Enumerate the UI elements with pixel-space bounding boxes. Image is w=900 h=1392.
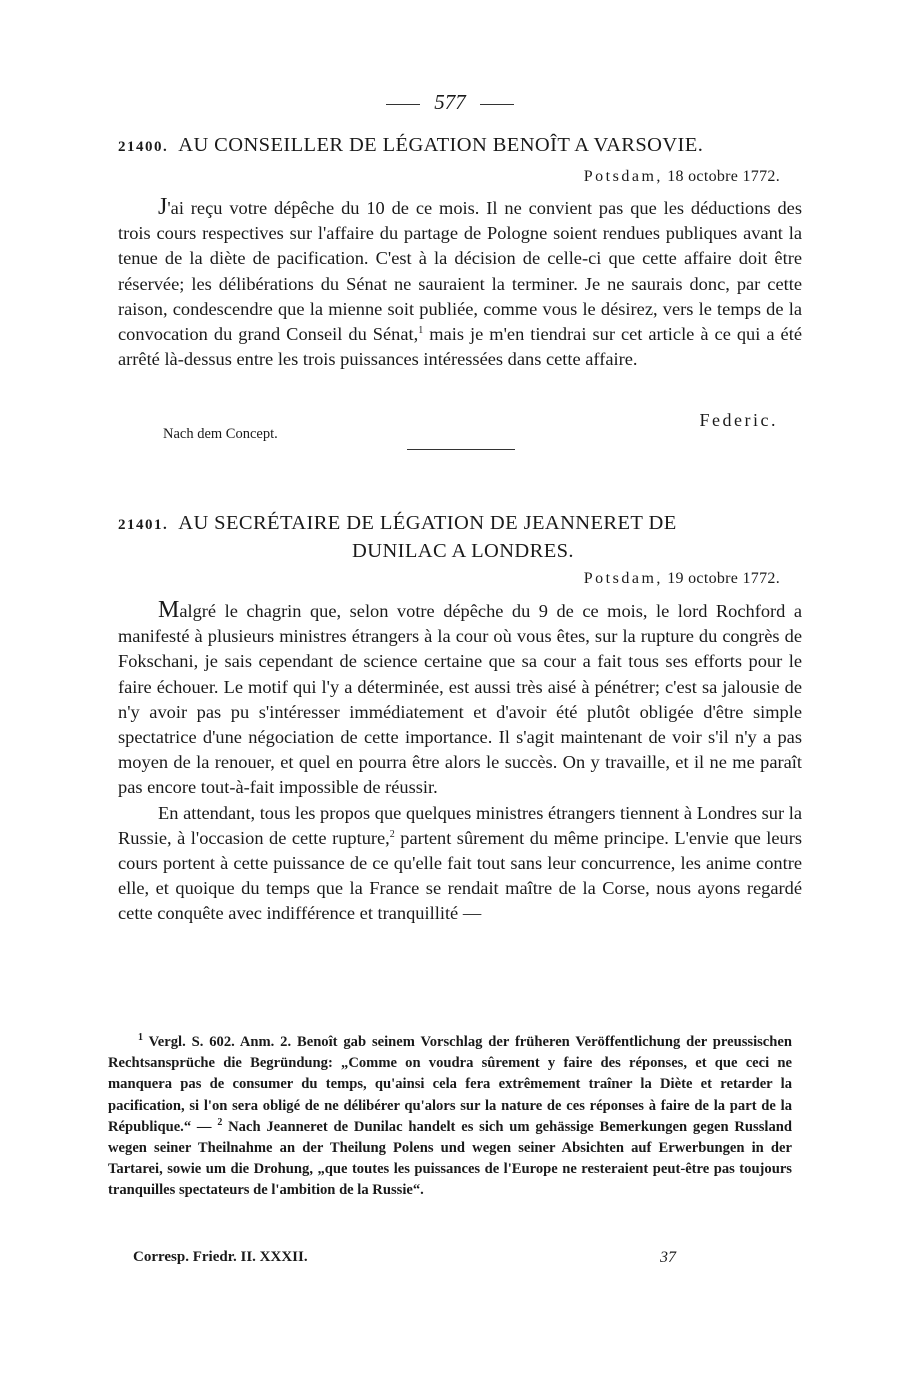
dateline-21400 [584, 168, 780, 186]
paragraph: En attendant, tous les propos que quelques ministres étrangers tiennent à Londres sur la Russie, à l'occasion de cette rupture,$^2$ partent sûrement du même principe. L'envie que leurs cours portent à cette puissance de ce qu'elle fait tout sans leur concurrence, les anime contre elle, et quoique du temps que la France se rendait maître de la Corse, nous ayons regardé cette conquête avec indifférence et tranquillité — [118, 802, 802, 924]
letter-title: AU SECRÉTAIRE DE LÉGATION DE JEANNERET DE [178, 512, 677, 534]
footnote-marker: 2 [217, 1116, 223, 1128]
header-rule-right [480, 104, 514, 105]
letter-body-21400 [118, 195, 802, 372]
footnotes [108, 1032, 792, 1202]
drop-cap: J [158, 194, 168, 220]
footnote-text: $^1$ Vergl. S. 602. Anm. 2. Benoît gab seinem Vorschlag der früheren Veröffentlichung der preussischen Rechtsansprüche die Begründung: „Comme on voudra sûrement y faire des réponses, et que ceci ne manquera pas de consumer du temps, qu'ainsi cela fera extrêmement traîner la Diète et retarder la pacification, si l'on sera obligé de ne délibérer qu'alors sur la nature de ces réponses à faire de la part de la République.“ — $^2$ Nach Jeanneret de Dunilac handelt es sich um gehässige Bemerkungen gegen Russland wegen seiner Theilnahme an der Theilung Polens und wegen seiner Absichten auf Erwerbungen in der Tartarei, sowie um die Drohung, „que toutes les puissances de l'Europe ne resteraient peut-être pas toujours tranquilles spectateurs de l'ambition de la Russie“. [108, 1032, 792, 1199]
letter-title: AU CONSEILLER DE LÉGATION BENOÎT A VARSOVIE. [178, 134, 704, 156]
page-number-header [0, 90, 900, 115]
date: 18 octobre 1772. [667, 168, 780, 185]
paragraph: Malgré le chagrin que, selon votre dépêche du 9 de ce mois, le lord Rochford a manifesté à plusieurs ministres étrangers à la cour où vous êtes, sur la rupture du congrès de Fokschani, je sais cependant de science certaine que sa cour a fait tous ses efforts pour le faire échouer. Le motif qui l'y a déterminée, est aussi très aisé à pénétrer; c'est sa jalousie de n'y avoir pas pu s'intéresser immédiatement et d'avoir été plutôt obligée d'être simple spectatrice d'une négociation de cette importance. Il s'agit maintenant de voir s'il n'y a pas moyen de la renouer, et quel en pourra être alors le succès. On y travaille, et il ne me paraît pas encore tout-à-fait impossible de réussir. [118, 597, 802, 798]
date: 19 octobre 1772. [667, 570, 780, 587]
letter-number: 21400. [118, 139, 169, 155]
paragraph: J'ai reçu votre dépêche du 10 de ce mois. Il ne convient pas que les déductions des trois cours respectives sur l'affaire du partage de Pologne soient rendues publiques avant la tenue de la diète de pacification. C'est à la décision de celle-ci que cette affaire doit être réservée; les délibérations du Sénat ne sauraient la terminer. Je ne saurais donc, par cette raison, condescendre que la mienne soit publiée, comme vous le désirez, vers le temps de la convocation du grand Conseil du Sénat,$^1$ mais je m'en tiendrai sur cet article à ce qui a été arrêté là-dessus entre les trois puissances intéressées dans cette affaire. [118, 194, 802, 370]
letter-body-21401 [118, 598, 802, 927]
footer-sheet-number: 37 [660, 1249, 676, 1266]
date-place: Potsdam, [583, 570, 663, 587]
letter-heading-21400 [118, 132, 808, 160]
source-note: Nach dem Concept. [163, 426, 278, 442]
separator-rule [407, 449, 515, 450]
letter-number: 21401. [118, 517, 169, 533]
drop-cap: M [158, 597, 180, 623]
signature: Federic. [699, 410, 778, 430]
header-rule-left [386, 104, 420, 105]
footnote-ref: 2 [389, 828, 395, 840]
letter-heading-21401 [118, 510, 808, 564]
page-number: 577 [434, 90, 466, 114]
dateline-21401 [584, 570, 780, 588]
footnote-ref: 1 [418, 324, 424, 336]
date-place: Potsdam, [583, 168, 663, 185]
letter-title-line2: DUNILAC A LONDRES. [352, 540, 574, 562]
footnote-marker: 1 [138, 1032, 143, 1044]
footer-signature: Corresp. Friedr. II. XXXII. [133, 1249, 308, 1265]
